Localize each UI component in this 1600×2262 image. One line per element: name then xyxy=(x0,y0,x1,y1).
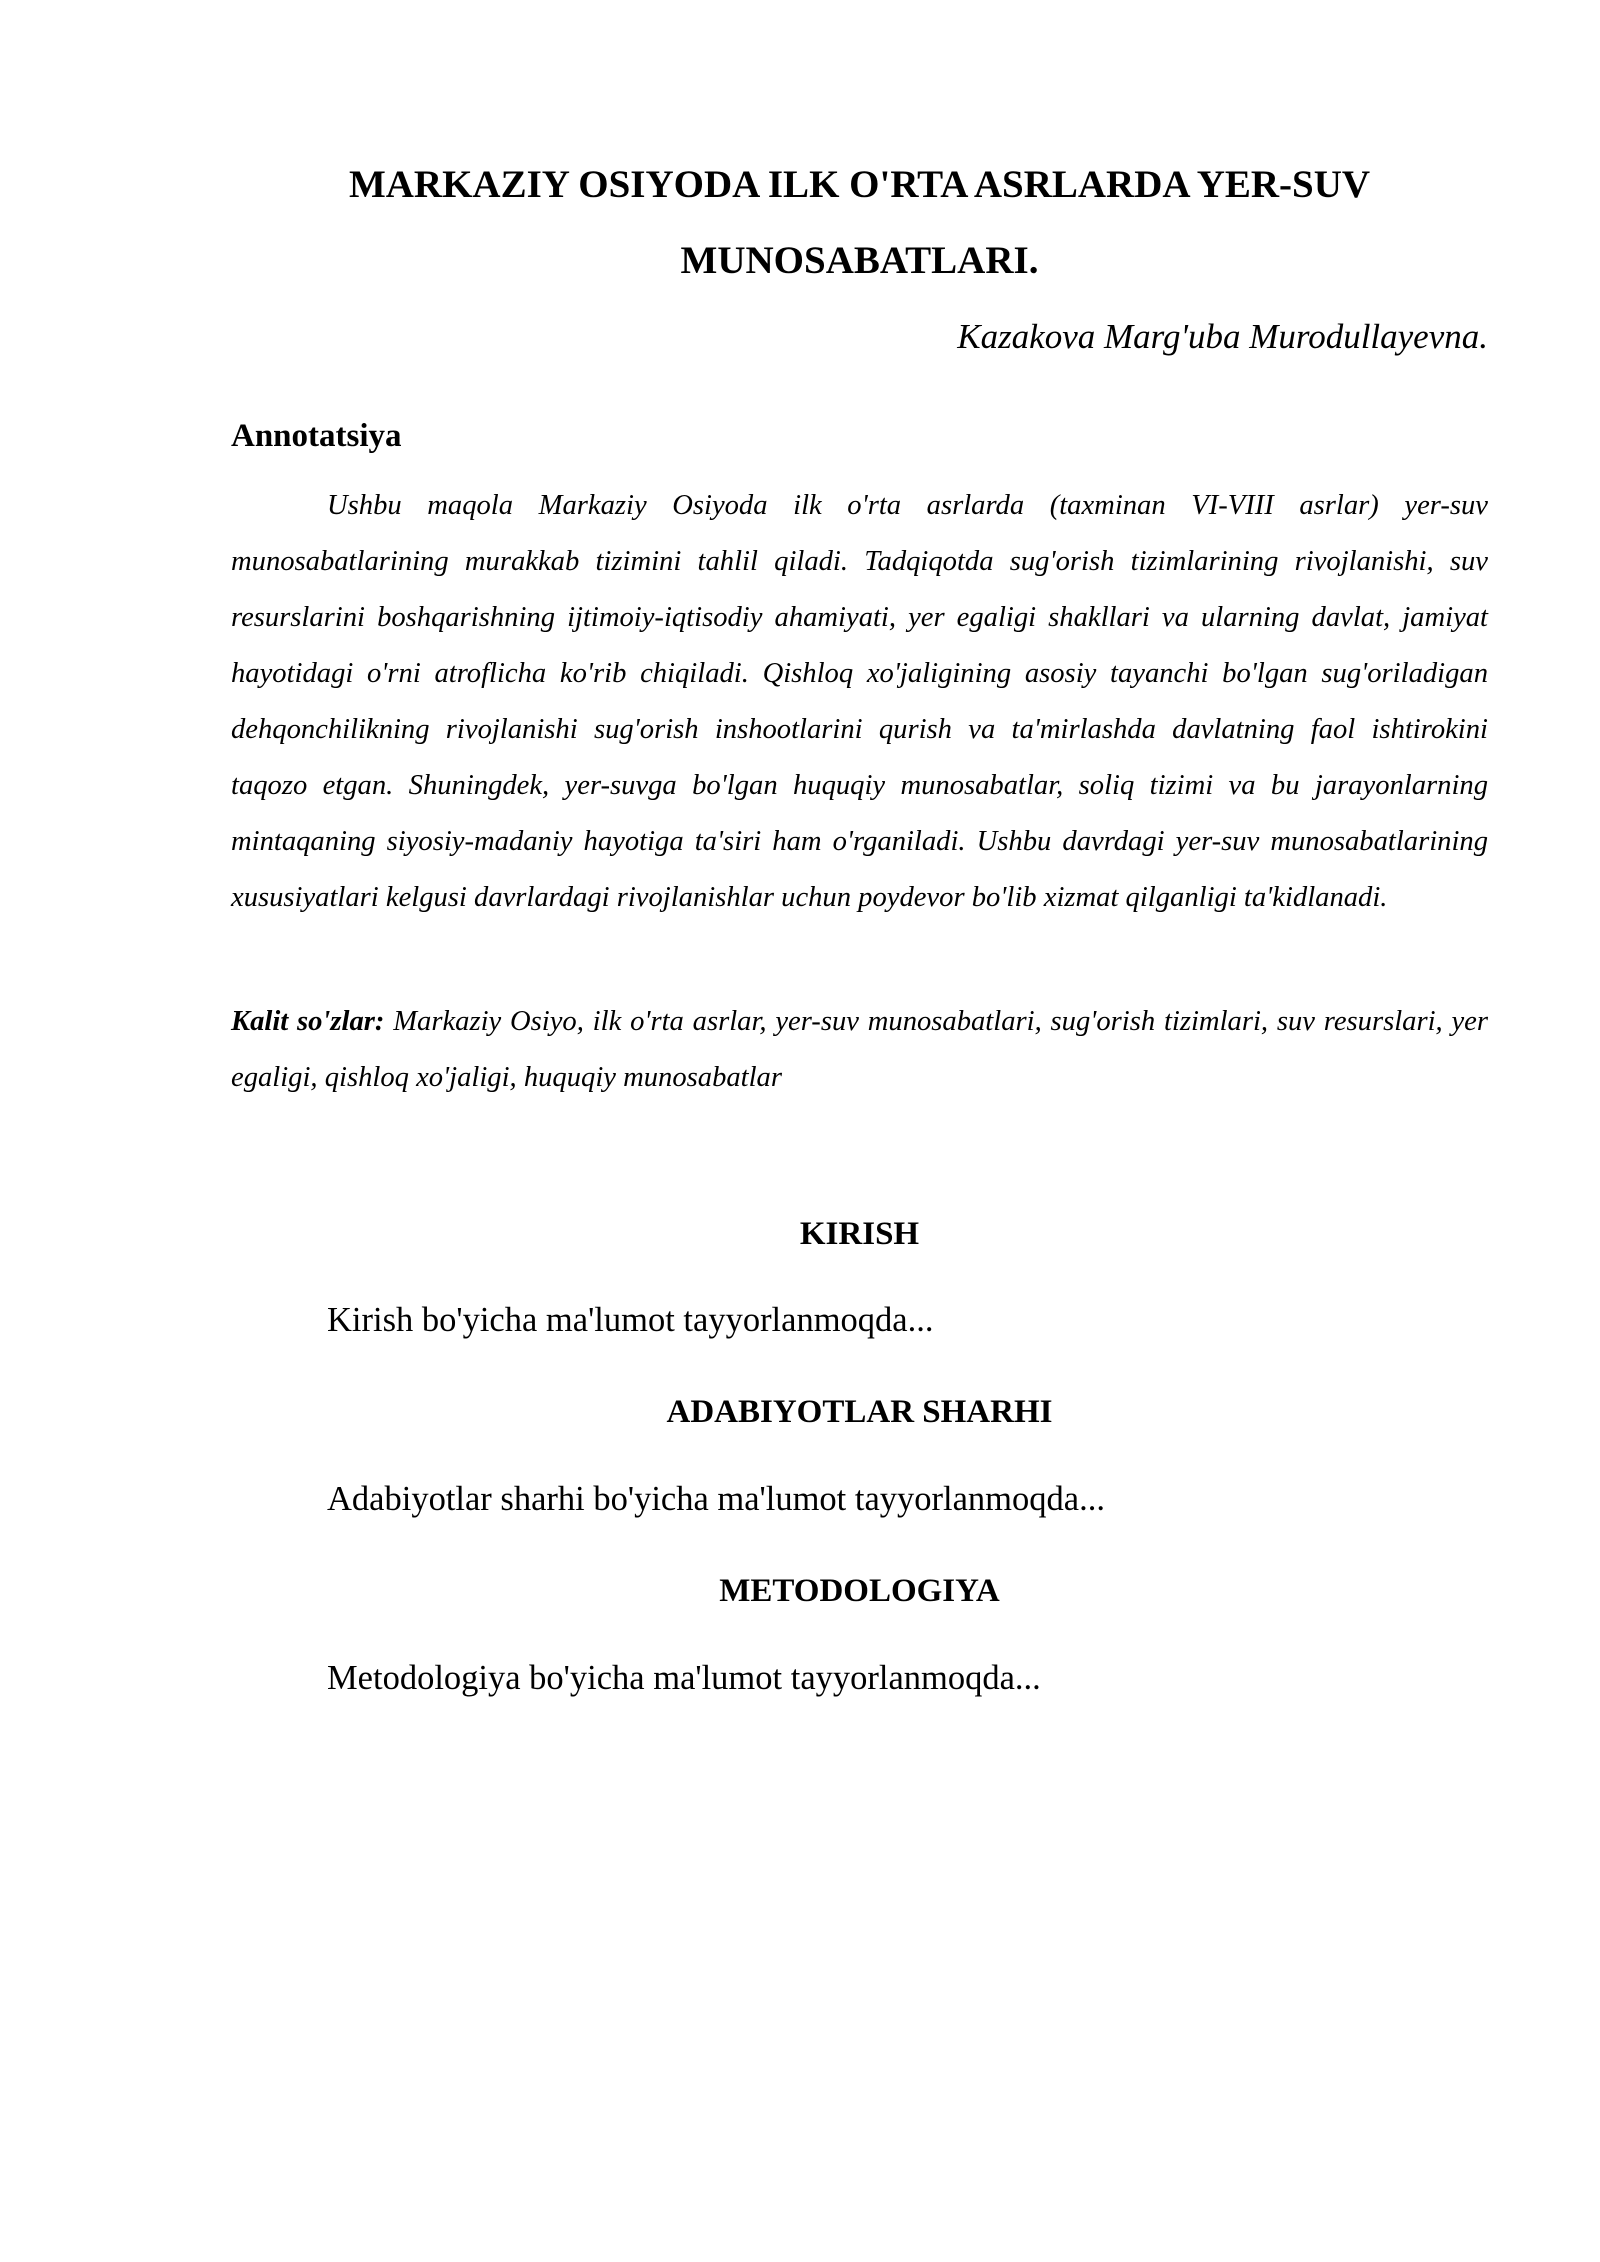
keywords-paragraph xyxy=(231,994,1488,1106)
author-name: Kazakova Marg'uba Murodullayevna. xyxy=(957,317,1488,356)
section-heading-metodologiya: METODOLOGIYA xyxy=(719,1573,1000,1609)
abstract-paragraph: Ushbu maqola Markaziy Osiyoda ilk o'rta asrlarda (taxminan VI-VIII asrlar) yer-suv munosabatlarining murakkab tizimini tahlil qiladi. Tadqiqotda sug'orish tizimlarining rivojlanishi, suv resurslarini boshqarishning ijtimoiy-iqtisodiy ahamiyati, yer egaligi shakllari va ularning davlat, jamiyat hayotidagi o'rni atroflicha ko'rib chiqiladi. Qishloq xo'jaligining asosiy tayanchi bo'lgan sug'oriladigan dehqonchilikning rivojlanishi sug'orish inshootlarini qurish va ta'mirlashda davlatning faol ishtirokini taqozo etgan. Shuningdek, yer-suvga bo'lgan huquqiy munosabatlar, soliq tizimi va bu jarayonlarning mintaqaning siyosiy-madaniy hayotiga ta'siri ham o'rganiladi. Ushbu davrdagi yer-suv munosabatlarining xususiyatlari kelgusi davrlardagi rivojlanishlar uchun poydevor bo'lib xizmat qilganligi ta'kidlanadi. xyxy=(231,490,1488,913)
section-heading-adabiyotlar-sharhi: ADABIYOTLAR SHARHI xyxy=(666,1394,1053,1430)
document-title: MARKAZIY OSIYODA ILK O'RTA ASRLARDA YER-SUV MUNOSABATLARI. xyxy=(348,163,1371,282)
section-body-metodologiya: Metodologiya bo'yicha ma'lumot tayyorlanmoqda... xyxy=(327,1659,1041,1697)
section-body-adabiyotlar-sharhi: Adabiyotlar sharhi bo'yicha ma'lumot tayyorlanmoqda... xyxy=(327,1480,1105,1518)
keywords-text: Markaziy Osiyo, ilk o'rta asrlar, yer-suv munosabatlari, sug'orish tizimlari, suv resurslari, yer egaligi, qishloq xo'jaligi, huquqiy munosabatlar xyxy=(231,1006,1488,1093)
annotation-heading: Annotatsiya xyxy=(231,418,402,454)
section-heading-kirish: KIRISH xyxy=(799,1216,920,1252)
keywords-label: Kalit so'zlar: xyxy=(231,1006,385,1037)
section-body-kirish: Kirish bo'yicha ma'lumot tayyorlanmoqda... xyxy=(327,1301,934,1339)
